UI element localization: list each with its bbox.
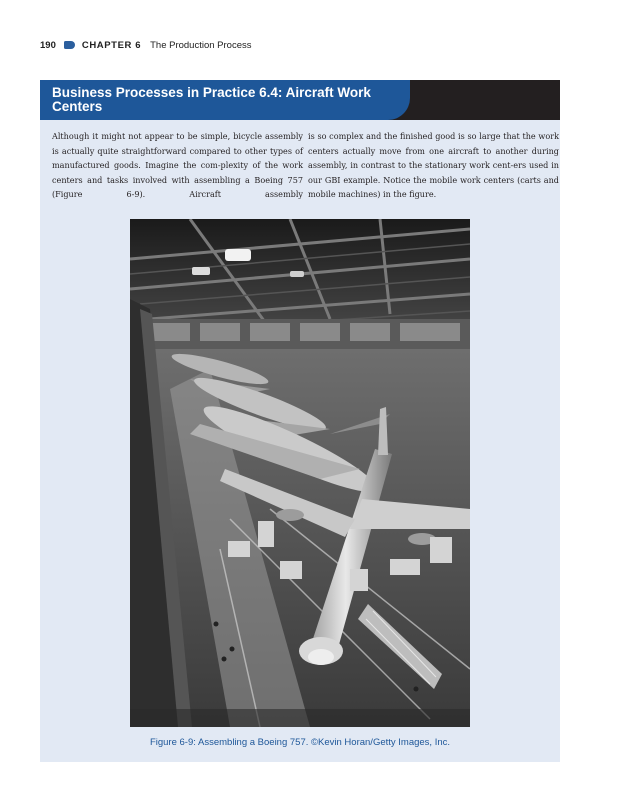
aircraft-hangar-illustration [130, 219, 470, 727]
chapter-title: The Production Process [150, 39, 252, 51]
chapter-label: CHAPTER 6 [81, 39, 142, 51]
body-paragraph-column-1: Although it might not appear to be simple, bicycle assembly is actually quite straightforward compared to other types of manufactured goods. Imagine the com-plexity of the work centers and tasks involved with assembling a Boeing 757 (Figure 6-9). Aircraft assembly [52, 131, 303, 200]
running-head [40, 38, 252, 52]
business-process-box [40, 80, 560, 762]
body-paragraph-column-2: is so complex and the finished good is so large that the work centers actually move from one aircraft to another during assembly, in contrast to the stationary work cent-ers used in our GBI example. Notice the mobile work centers (carts and mobile machines) in the figure. [308, 131, 559, 200]
box-title-tab [40, 80, 410, 120]
page-number: 190 [40, 39, 56, 51]
figure-photo-aircraft-assembly [130, 219, 470, 727]
figure-caption: Figure 6-9: Assembling a Boeing 757. ©Kevin Horan/Getty Images, Inc. [149, 737, 451, 748]
box-header-band [40, 80, 560, 120]
box-title: Business Processes in Practice 6.4: Aircraft Work Centers [52, 85, 371, 114]
chapter-marker-icon [64, 41, 75, 49]
